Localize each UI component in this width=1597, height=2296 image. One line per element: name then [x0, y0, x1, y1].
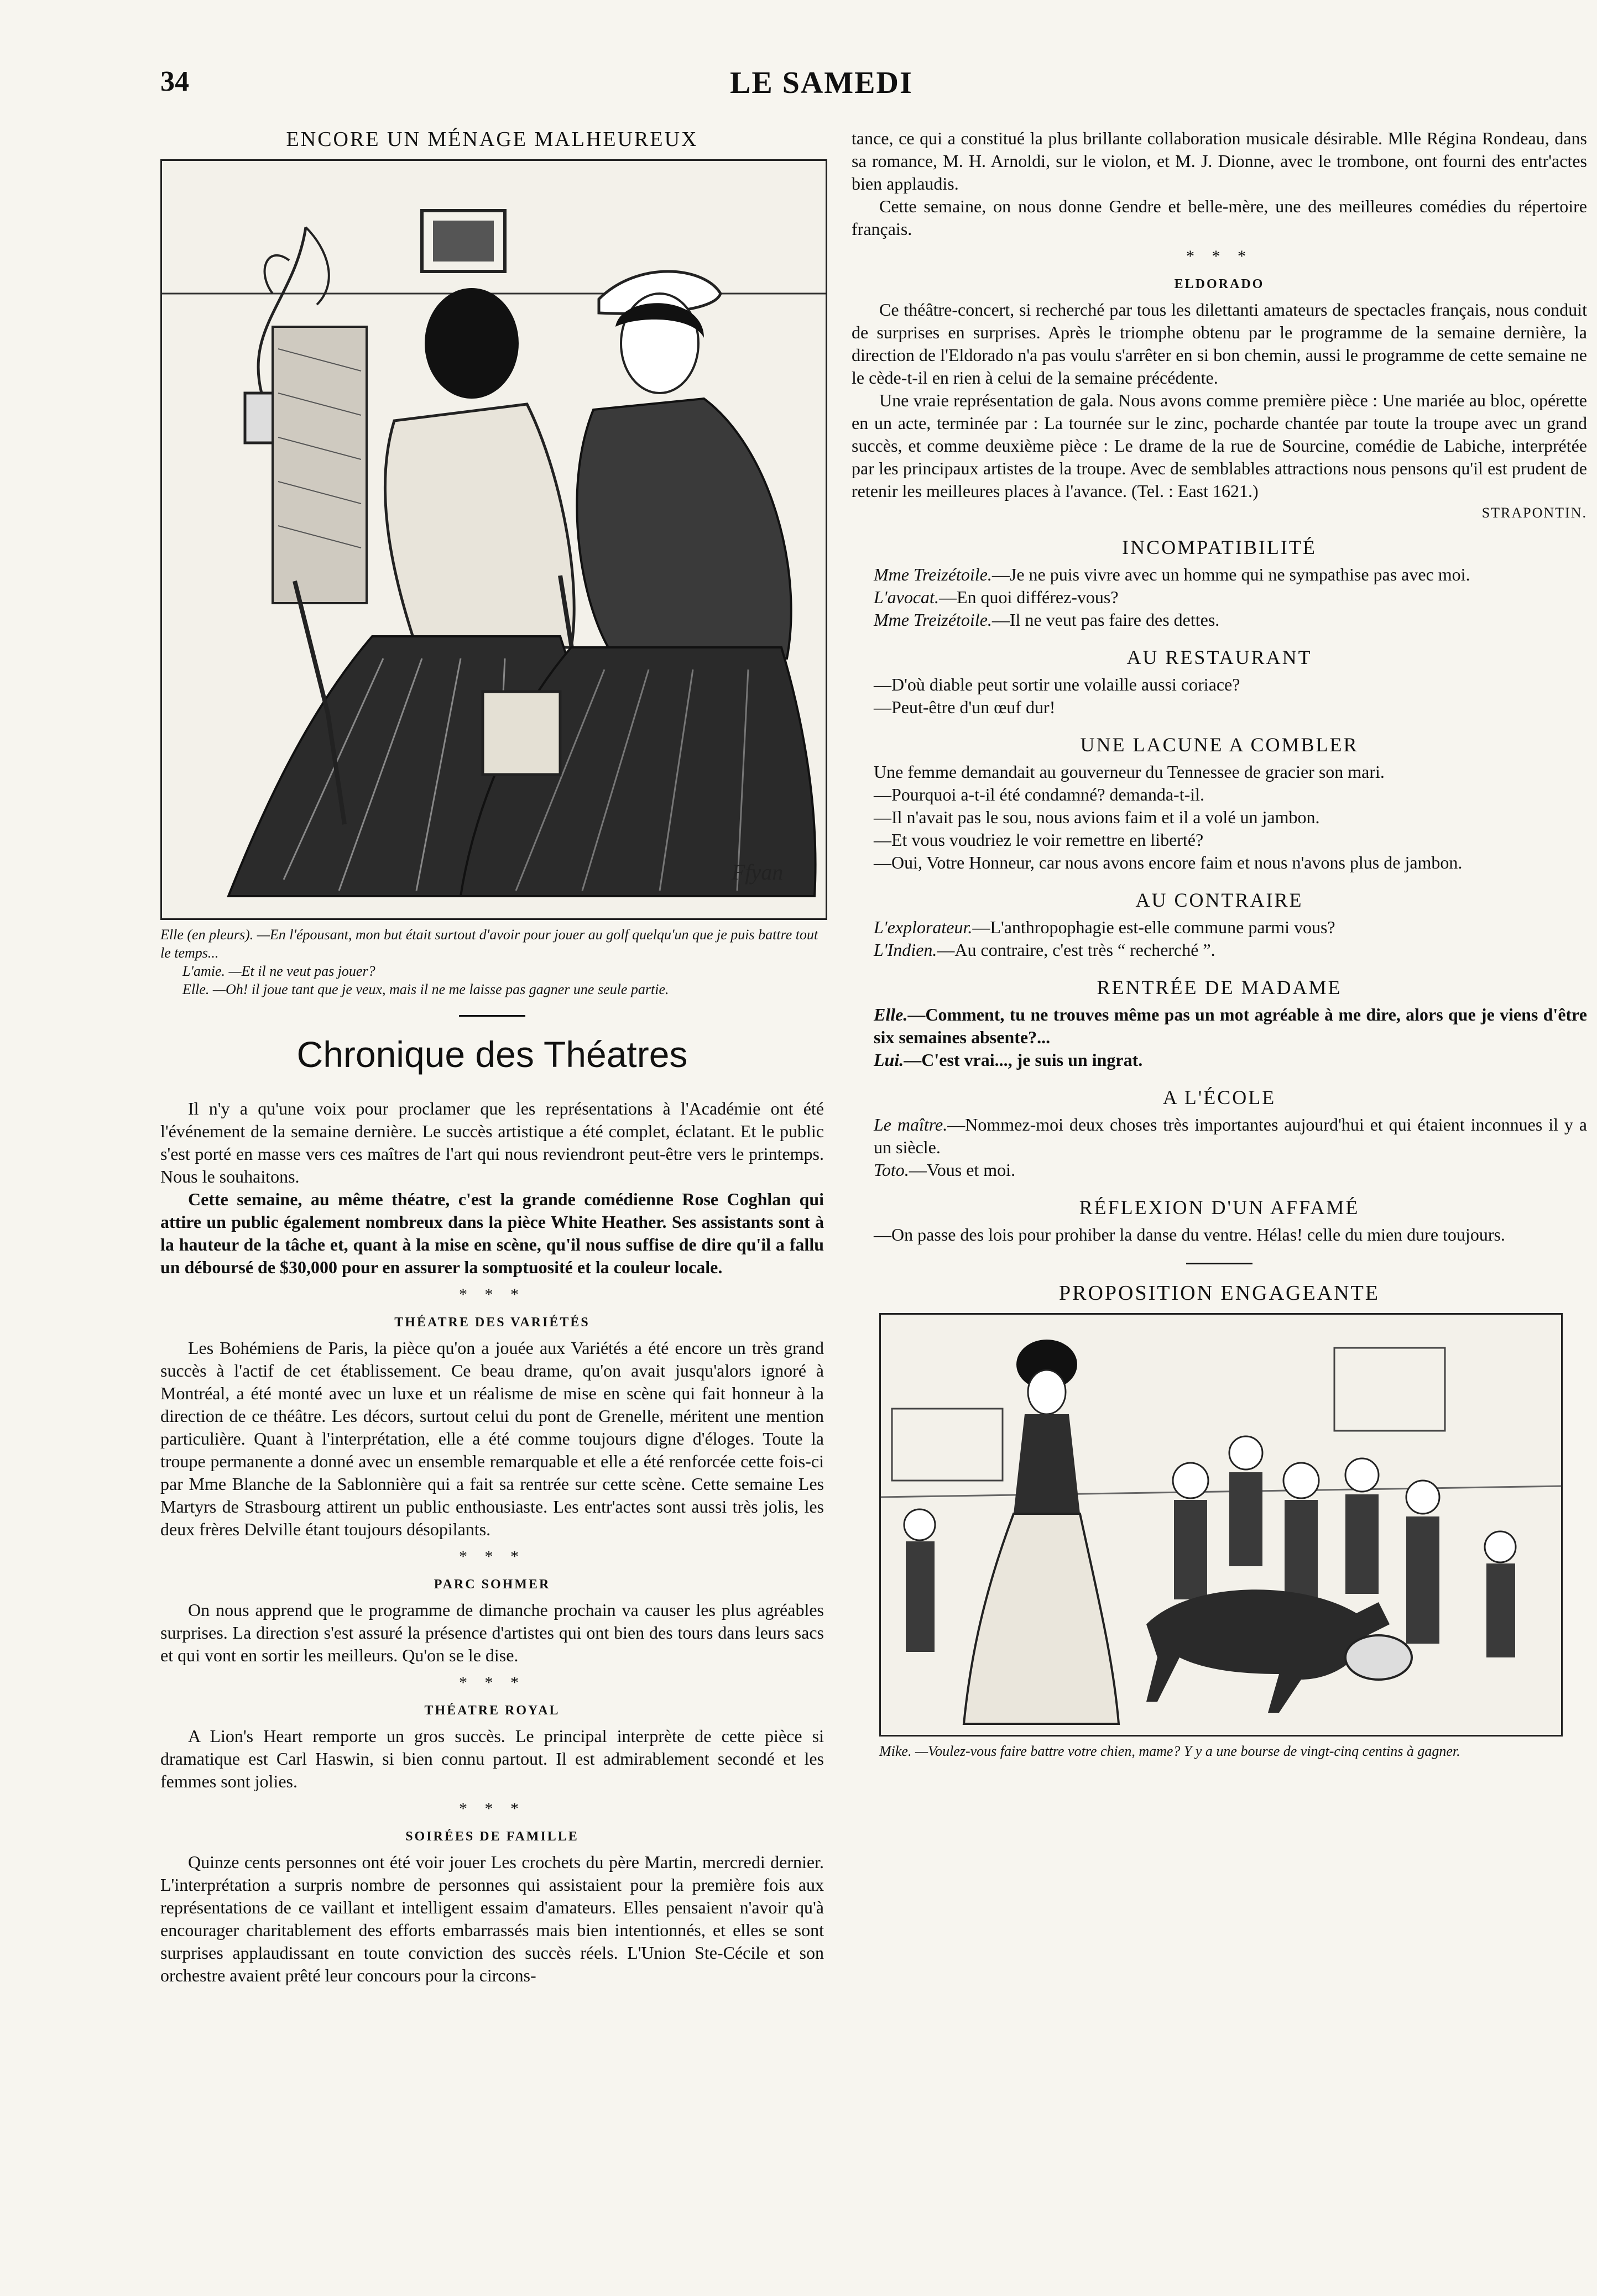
eldorado-paragraph-2: Une vraie représentation de gala. Nous avons comme première pièce : Une mariée au bloc, opérette en un acte, terminée par : La tournée sur le zinc, pocharde chantée par toute la troupe avec un grand succès, et comme deuxième pièce : Le drame de la rue de Sourcine, comédie de Labiche, interprétée par les principaux artistes de la troupe. Avec de semblables attractions nous pensons qu'il est prudent de retenir les meilleures places à l'avance. (Tel. : East 1621.) [852, 390, 1587, 501]
eldorado-paragraph-1: Ce théâtre-concert, si recherché par tous les dilettanti amateurs de spectacles français, nous conduit de surprises en surprises. Après le triomphe obtenu par le programme de la semaine dernière, la direction de l'Eldorado n'a pas voulu s'arrêter en si bon chemin, aussi le programme de cette semaine ne le cède-t-il en rien à celui de la semaine précédente. [852, 300, 1587, 388]
joke-line: —On passe des lois pour prohiber la danse du ventre. Hélas! celle du mien dure toujours. [874, 1225, 1505, 1244]
divider [1186, 1263, 1252, 1264]
joke-restaurant [852, 646, 1587, 719]
line-text: —Au contraire, c'est très “ recherché ”. [937, 940, 1215, 960]
joke-title: AU RESTAURANT [1126, 646, 1312, 668]
joke-rentree [852, 976, 1587, 1071]
illustration-caption: Mike. —Voulez-vous faire battre votre chien, mame? Y y a une bourse de vingt-cinq centins à gagner. [879, 1743, 1460, 1759]
joke-title: A L'ÉCOLE [1162, 1086, 1276, 1108]
masthead: LE SAMEDI [730, 66, 913, 100]
speaker: Mme Treizétoile. [874, 564, 992, 584]
speaker: Le maître. [874, 1115, 948, 1134]
line-text: —Je ne puis vivre avec un homme qui ne sympathise pas avec moi. [991, 564, 1470, 584]
section-heading-varietes: THÉATRE DES VARIÉTÉS [394, 1315, 590, 1330]
right-column [852, 127, 1587, 1760]
joke-line: Une femme demandait au gouverneur du Tennessee de gracier son mari. [874, 762, 1385, 782]
left-column [160, 127, 824, 1987]
line-text: —Vous et moi. [909, 1160, 1016, 1180]
illustration-title: PROPOSITION ENGAGEANTE [1058, 1282, 1380, 1305]
joke-line [874, 1113, 1587, 1159]
speaker: Mme Treizétoile. [874, 610, 992, 630]
joke-title: RÉFLEXION D'UN AFFAMÉ [1079, 1196, 1360, 1218]
speaker: L'avocat. [874, 587, 939, 607]
joke-affame [852, 1196, 1587, 1246]
section-heading-sohmer: PARC SOHMER [434, 1577, 551, 1592]
line-text: —Il ne veut pas faire des dettes. [991, 610, 1220, 630]
joke-au-contraire [852, 888, 1587, 961]
joke-line [874, 1049, 1587, 1071]
line-text: —Comment, tu ne trouves même pas un mot agréable à me dire, alors que je viens d'être six semaines absente?... [874, 1005, 1587, 1047]
speaker: Elle. [874, 1005, 908, 1024]
joke-line: —Oui, Votre Honneur, car nous avons encore faim et nous n'avons plus de jambon. [874, 852, 1463, 872]
chronique-paragraph-1: Il n'y a qu'une voix pour proclamer que les représentations à l'Académie ont été l'événement de la semaine dernière. Le succès artistique a été complet, éclatant. Et le public s'est porté en masse vers ces maîtres de l'art qui nous reviendront peut-être vers le printemps. Nous le souhaitons. [160, 1099, 824, 1186]
section-heading-eldorado: ELDORADO [1174, 277, 1265, 291]
jokes [852, 536, 1587, 1246]
section-text-soirees: Quinze cents personnes ont été voir jouer Les crochets du père Martin, mercredi dernier. L'interprétation a surpris nombre de personnes qui assistaient pour la première fois aux représentations de ce vaillant et intelligent essaim d'amateurs. Elles pensaient n'avoir qu'à encourager charitablement des efforts embarrassés mais bien intentionnés, et elles se sont surprises applaudissant en toute conviction des succès réels. L'Union Ste-Cécile et son orchestre avaient prêté leur concours pour la circons- [160, 1852, 824, 1985]
speaker: Toto. [874, 1160, 909, 1180]
continuation-paragraph-2: Cette semaine, on nous donne Gendre et belle-mère, une des meilleures comédies du répertoire français. [852, 196, 1587, 239]
section-text-royal: A Lion's Heart remporte un gros succès. Le principal interprète de cette pièce si dramatique est Carl Haswin, si bien connu partout. Il est admirablement secondé et les femmes sont jolies. [160, 1726, 824, 1791]
joke-title: UNE LACUNE A COMBLER [1080, 734, 1359, 756]
svg-text:Ffyan: Ffyan [732, 860, 784, 885]
joke-title: RENTRÉE DE MADAME [1097, 976, 1342, 998]
section-heading-royal: THÉATRE ROYAL [424, 1703, 560, 1718]
joke-line [874, 563, 1587, 586]
section-stars: * * * [1186, 247, 1252, 265]
joke-line: —D'où diable peut sortir une volaille aussi coriace? [874, 674, 1240, 694]
joke-line [874, 939, 1587, 961]
chronique-paragraph-2: Cette semaine, au même théatre, c'est la grande comédienne Rose Coghlan qui attire un public également nombreux dans la pièce White Heather. Ses assistants sont à la hauteur de la tâche et, quant à la mise en scène, qu'il nous suffise de dire qu'il a fallu un déboursé de $30,000 pour en assurer la somptuosité et la couleur locale. [160, 1189, 824, 1277]
speaker: Lui. [874, 1050, 904, 1070]
speaker: L'explorateur. [874, 917, 973, 937]
joke-line [874, 1159, 1587, 1181]
line-text: —L'anthropophagie est-elle commune parmi vous? [972, 917, 1335, 937]
joke-line [874, 916, 1587, 939]
joke-line: —Il n'avait pas le sou, nous avions faim et il a volé un jambon. [874, 807, 1320, 827]
page-number: 34 [160, 66, 189, 97]
illustration-golf-couple [160, 159, 827, 920]
joke-line: —Peut-être d'un œuf dur! [874, 697, 1056, 717]
caption-line-1: Elle (en pleurs). —En l'épousant, mon but était surtout d'avoir pour jouer au golf quelqu'un que je puis battre tout le temps... [160, 927, 818, 961]
section-stars: * * * [459, 1547, 525, 1566]
illustration-caption [160, 925, 824, 998]
caption-line-3: Elle. —Oh! il joue tant que je veux, mais il ne me laisse pas gagner une seule partie. [182, 981, 669, 997]
joke-title: INCOMPATIBILITÉ [1122, 536, 1317, 558]
section-text-varietes: Les Bohémiens de Paris, la pièce qu'on a jouée aux Variétés a été encore un très grand succès à l'actif de cet établissement. Ce beau drame, qu'on avait jusqu'alors ignoré à Montréal, a été monté avec un luxe et un réalisme de mise en scène qui fait honneur à la direction de ce théâtre. Les décors, surtout celui du pont de Grenelle, méritent une mention particulière. Quant à l'interprétation, elle a été comme toujours digne d'éloges. Toute la troupe permanente a donné avec un ensemble remarquable et elle a été renforcée cette fois-ci par Mme Blanche de la Sablonnière qui a fait sa rentrée sur cette scène. Cette semaine Les Martyrs de Strasbourg attirent un public enthousiaste. Les entr'actes sont aussi très jolis, les deux frères Delville étant toujours désopilants. [160, 1338, 824, 1539]
illustration-dog-fight-offer [879, 1313, 1563, 1737]
divider [459, 1015, 525, 1017]
joke-line: —Pourquoi a-t-il été condamné? demanda-t-il. [874, 784, 1205, 804]
caption-line-2: L'amie. —Et il ne veut pas jouer? [182, 963, 375, 979]
speaker: L'Indien. [874, 940, 937, 960]
joke-lacune [852, 733, 1587, 874]
joke-title: AU CONTRAIRE [1135, 889, 1303, 911]
section-text-sohmer: On nous apprend que le programme de dimanche prochain va causer les plus agréables surprises. La direction s'est assuré la présence d'artistes qui ont bien des tours dans leurs sacs et qui vont en sortir les meilleurs. Qu'on se le dise. [160, 1600, 824, 1665]
section-heading-soirees: SOIRÉES DE FAMILLE [405, 1829, 579, 1844]
joke-line: —Et vous voudriez le voir remettre en liberté? [874, 830, 1204, 850]
joke-ecole [852, 1086, 1587, 1181]
line-text: —Nommez-moi deux choses très importantes aujourd'hui et qui étaient inconnues il y a un siècle. [874, 1115, 1588, 1157]
section-stars: * * * [459, 1285, 525, 1304]
line-text: —C'est vrai..., je suis un ingrat. [904, 1050, 1143, 1070]
joke-incompatibilite [852, 536, 1587, 631]
section-stars: * * * [459, 1800, 525, 1818]
line-text: —En quoi différez-vous? [938, 587, 1119, 607]
joke-line [874, 1003, 1587, 1049]
continuation-paragraph: tance, ce qui a constitué la plus brillante collaboration musicale désirable. Mlle Régina Rondeau, dans sa romance, M. H. Arnoldi, sur le violon, et M. J. Dionne, avec le trombone, ont fourni des entr'actes bien applaudis. [852, 128, 1587, 193]
joke-line [874, 609, 1587, 631]
section-stars: * * * [459, 1673, 525, 1692]
author-signature: STRAPONTIN. [1481, 505, 1587, 521]
joke-line [874, 586, 1587, 609]
illustration-title: ENCORE UN MÉNAGE MALHEUREUX [286, 128, 698, 151]
chronique-title: Chronique des Théatres [296, 1034, 688, 1075]
